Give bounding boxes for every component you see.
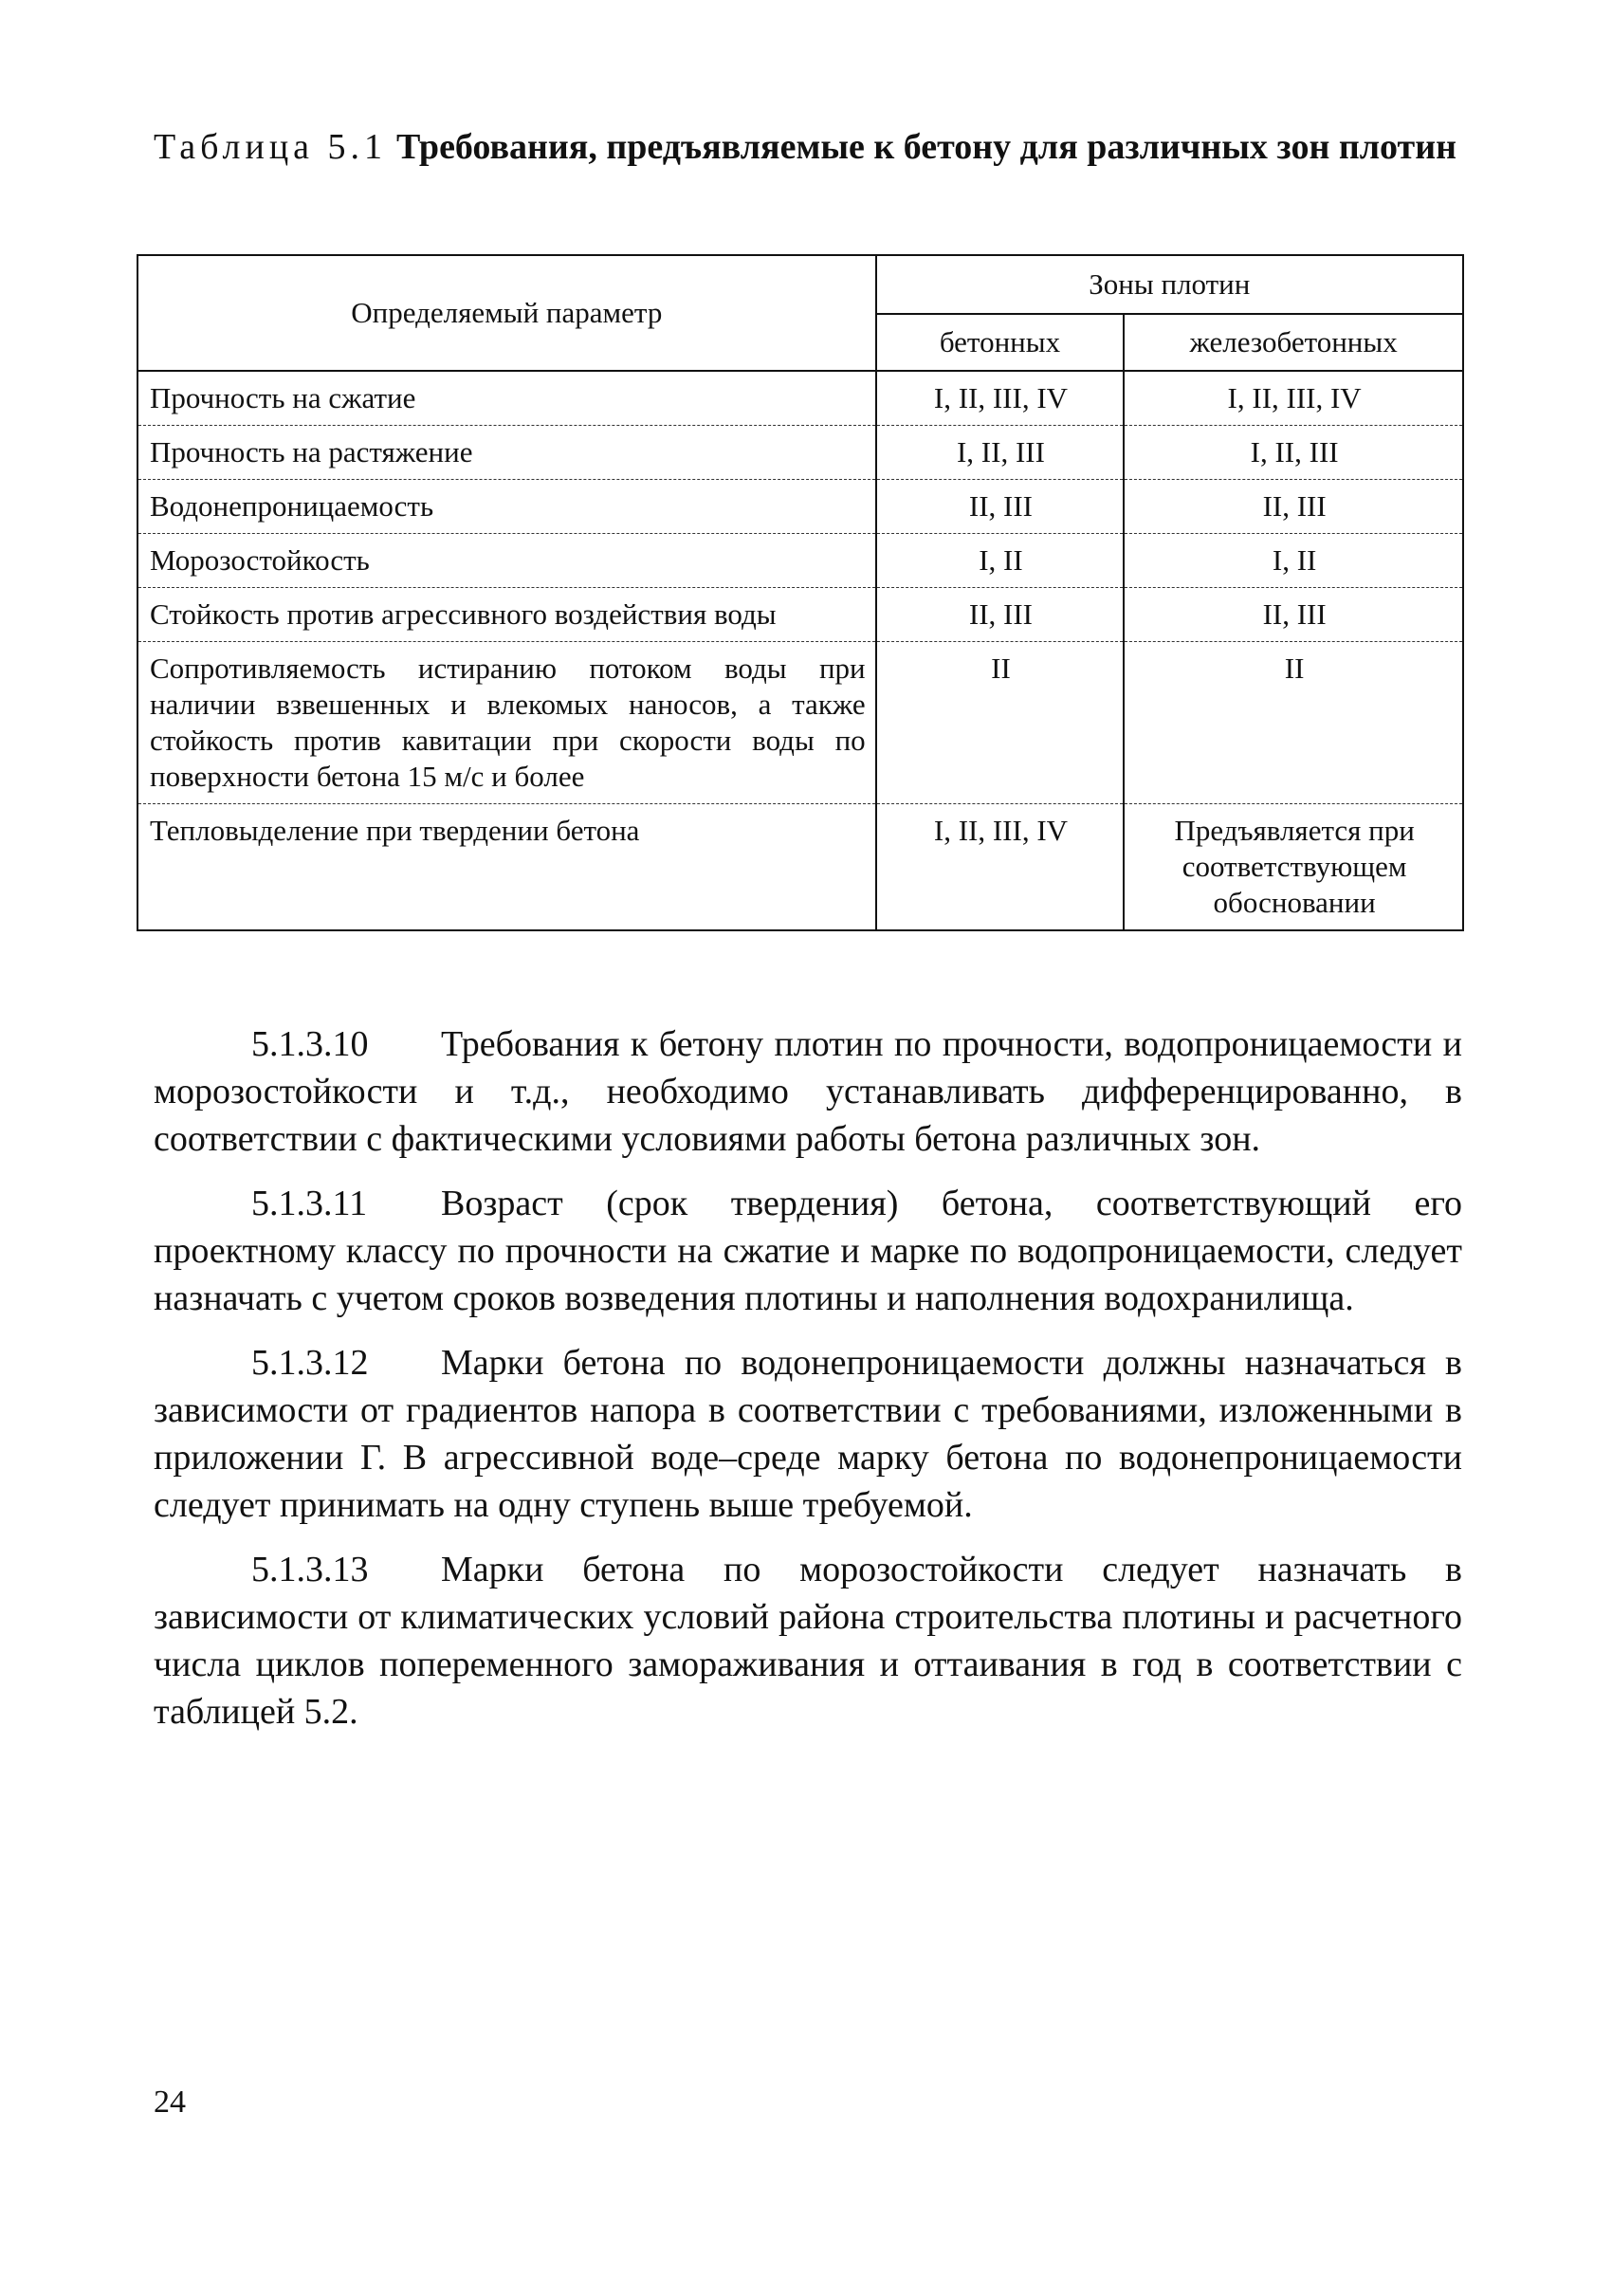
row-parameter: Прочность на растяжение (137, 426, 876, 480)
clause-number: 5.1.3.11 (251, 1184, 368, 1223)
header-dam-zones: Зоны плотин (876, 255, 1463, 314)
requirements-table (137, 254, 1464, 931)
page-number: 24 (154, 2085, 186, 2120)
clause-number: 5.1.3.13 (251, 1550, 369, 1589)
row-concrete-zones: II (876, 642, 1125, 804)
row-concrete-zones: I, II (876, 534, 1125, 588)
header-parameter: Определяемый параметр (137, 255, 876, 371)
table-row (137, 804, 1463, 931)
table-row (137, 480, 1463, 534)
table-caption-title: Требования, предъявляемые к бетону для различных зон плотин (396, 127, 1457, 167)
table-caption (154, 121, 1462, 173)
paragraph-5-1-3-13 (154, 1546, 1462, 1736)
row-reinforced-zones: I, II, III, IV (1124, 371, 1463, 426)
row-parameter: Морозостойкость (137, 534, 876, 588)
row-reinforced-zones: II (1124, 642, 1463, 804)
row-reinforced-zones: I, II (1124, 534, 1463, 588)
row-concrete-zones: II, III (876, 480, 1125, 534)
body-text (154, 1020, 1462, 1753)
row-reinforced-zones: II, III (1124, 480, 1463, 534)
row-parameter: Стойкость против агрессивного воздействия воды (137, 588, 876, 642)
row-reinforced-zones: Предъявляется при соответствующем обосновании (1124, 804, 1463, 931)
table-row (137, 534, 1463, 588)
paragraph-5-1-3-11 (154, 1180, 1462, 1322)
row-reinforced-zones: I, II, III (1124, 426, 1463, 480)
clause-number: 5.1.3.12 (251, 1343, 369, 1383)
row-reinforced-zones: II, III (1124, 588, 1463, 642)
paragraph-text: Возраст (срок твердения) бетона, соответствующий его проектному классу по прочности на сжатие и марке по водопроницаемости, следует назначать с учетом сроков возведения плотины и наполнения водохранилища. (154, 1184, 1462, 1318)
row-parameter: Водонепроницаемость (137, 480, 876, 534)
row-concrete-zones: II, III (876, 588, 1125, 642)
paragraph-text: Требования к бетону плотин по прочности, водопроницаемости и морозостойкости и т.д., необходимо устанавливать дифференцированно, в соответствии с фактическими условиями работы бетона различных зон. (154, 1024, 1462, 1159)
header-concrete-dams: бетонных (876, 314, 1125, 371)
header-reinforced-concrete-dams: железобетонных (1124, 314, 1463, 371)
row-concrete-zones: I, II, III (876, 426, 1125, 480)
paragraph-5-1-3-12 (154, 1339, 1462, 1529)
row-parameter: Тепловыделение при твердении бетона (137, 804, 876, 931)
row-parameter: Сопротивляемость истиранию потоком воды при наличии взвешенных и влекомых наносов, а также стойкость против кавитации при скорости воды по поверхности бетона 15 м/с и более (137, 642, 876, 804)
table-row (137, 371, 1463, 426)
row-parameter: Прочность на сжатие (137, 371, 876, 426)
clause-number: 5.1.3.10 (251, 1024, 369, 1064)
table-row (137, 426, 1463, 480)
table-row (137, 588, 1463, 642)
paragraph-5-1-3-10 (154, 1020, 1462, 1163)
paragraph-text: Марки бетона по морозостойкости следует назначать в зависимости от климатических условий района строительства плотины и расчетного числа циклов попеременного замораживания и оттаивания в год в соответствии с таблицей 5.2. (154, 1550, 1462, 1732)
paragraph-text: Марки бетона по водонепроницаемости должны назначаться в зависимости от градиентов напора в соответствии с требованиями, изложенными в приложении Г. В агрессивной воде–среде марку бетона по водонепроницаемости следует принимать на одну ступень выше требуемой. (154, 1343, 1462, 1525)
row-concrete-zones: I, II, III, IV (876, 371, 1125, 426)
table-row (137, 642, 1463, 804)
table-caption-label: Таблица 5.1 (154, 127, 388, 167)
row-concrete-zones: I, II, III, IV (876, 804, 1125, 931)
